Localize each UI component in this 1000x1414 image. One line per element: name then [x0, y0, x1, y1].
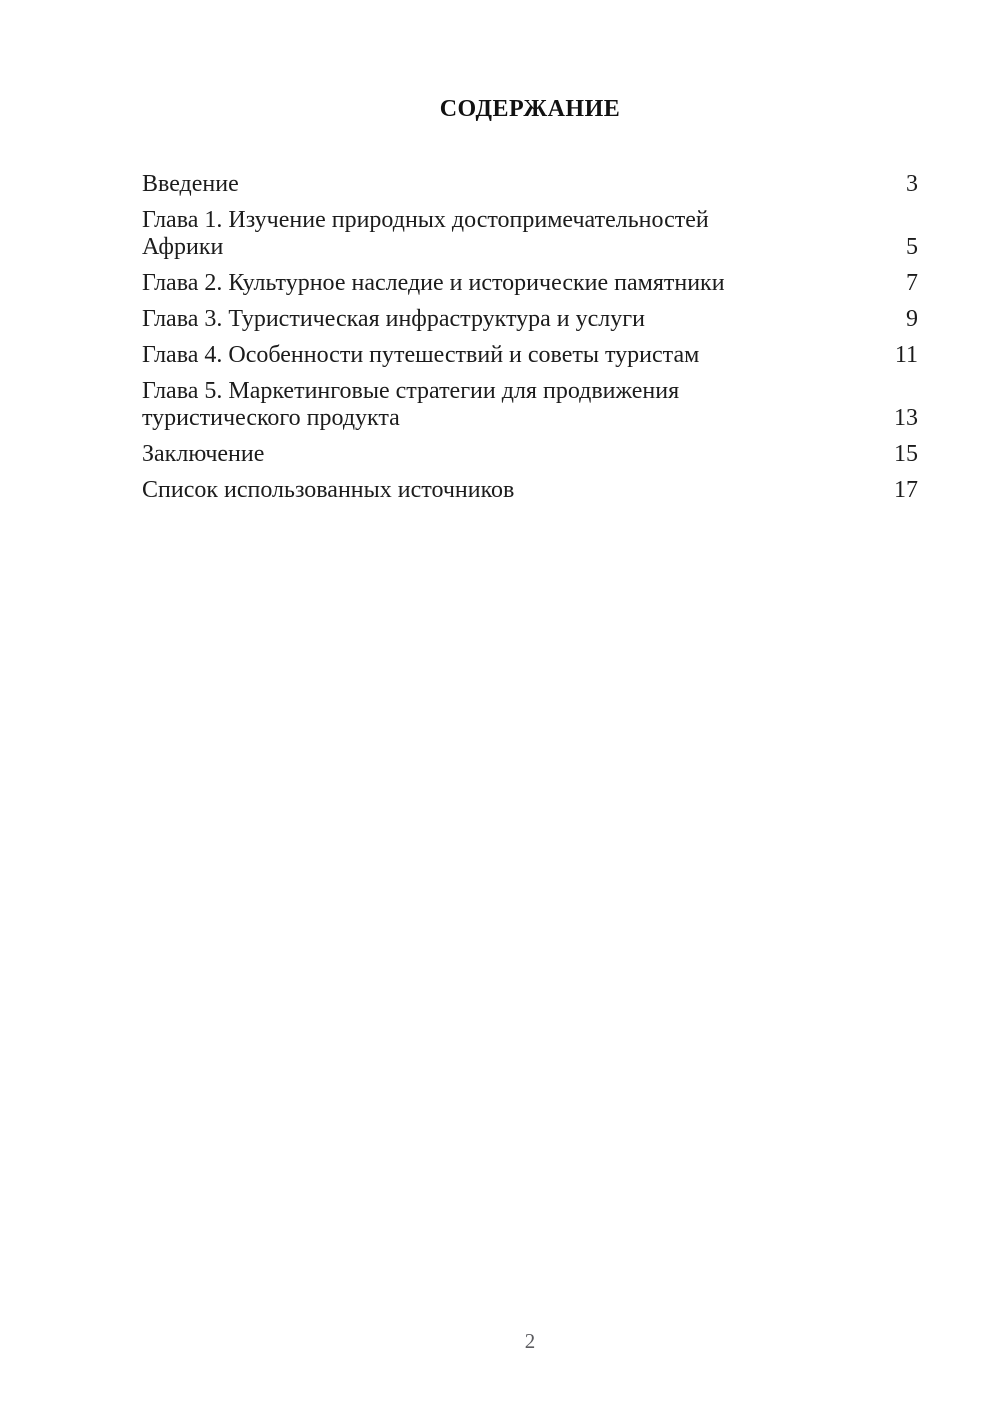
toc-entry [142, 477, 918, 504]
toc-entry-page-number: 3 [906, 171, 918, 197]
toc-entry-page-number: 13 [894, 405, 918, 431]
toc-entry-title [142, 378, 679, 432]
page-title: СОДЕРЖАНИЕ [439, 96, 621, 122]
toc-entry-page-number: 15 [894, 441, 918, 467]
toc-entry [142, 270, 918, 297]
toc-entry-line: Глава 3. Туристическая инфраструктура и услуги [142, 306, 645, 332]
toc-entry-title [142, 171, 239, 198]
toc-entry-page-number: 5 [906, 234, 918, 260]
toc-entry [142, 171, 918, 198]
toc-entry-line: Введение [142, 171, 239, 197]
toc-entry [142, 342, 918, 369]
toc-list [142, 171, 918, 504]
toc-entry-title [142, 306, 645, 333]
toc-entry [142, 207, 918, 261]
toc-entry-title [142, 477, 514, 504]
toc-entry-line: Глава 4. Особенности путешествий и советы туристам [142, 342, 700, 368]
toc-entry-title [142, 441, 264, 468]
toc-entry-line: Список использованных источников [142, 477, 515, 503]
toc-entry-line: Заключение [142, 441, 265, 467]
footer-page-number: 2 [524, 1329, 536, 1353]
toc-entry-line: Глава 5. Маркетинговые стратегии для продвижения [142, 378, 680, 404]
toc-entry-title [142, 270, 725, 297]
toc-entry-title [142, 342, 699, 369]
toc-entry-line: Африки [142, 234, 224, 260]
toc-entry-line: Глава 2. Культурное наследие и исторические памятники [142, 270, 725, 296]
toc-entry-page-number: 9 [906, 306, 918, 332]
toc-entry-page-number: 17 [894, 477, 918, 503]
toc-entry-page-number: 7 [906, 270, 918, 296]
toc-entry [142, 378, 918, 432]
toc-entry-title [142, 207, 709, 261]
toc-entry-line: Глава 1. Изучение природных достопримечательностей [142, 207, 709, 233]
toc-entry [142, 441, 918, 468]
toc-entry-page-number: 11 [894, 342, 918, 368]
toc-entry [142, 306, 918, 333]
toc-entry-line: туристического продукта [142, 405, 400, 431]
content-column [142, 0, 918, 513]
